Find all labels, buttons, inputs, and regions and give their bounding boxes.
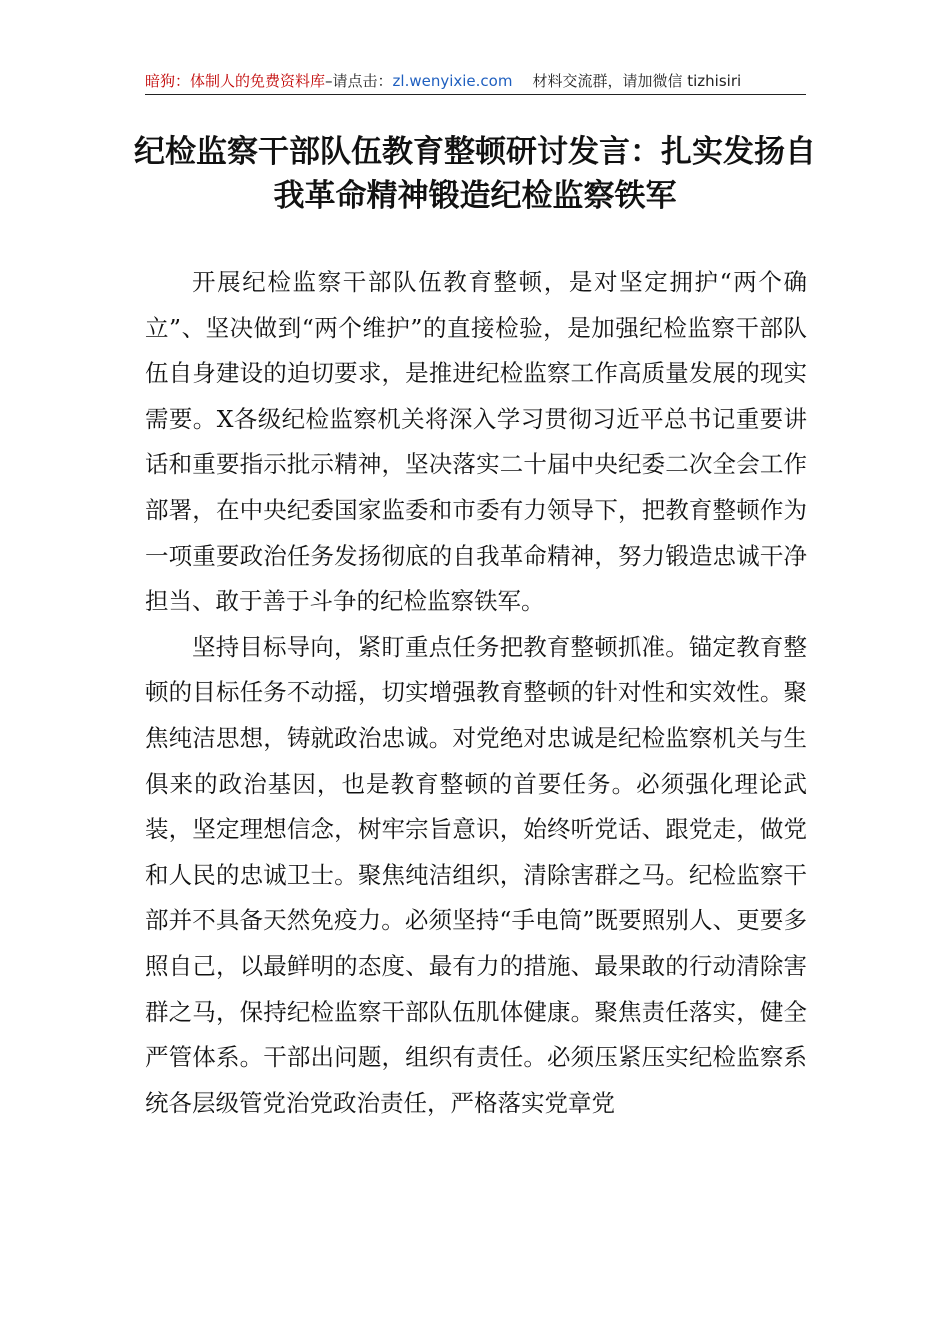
header-link-prefix: –请点击： xyxy=(325,72,393,90)
header-contact: 材料交流群，请加微信 tizhisiri xyxy=(532,72,742,90)
header-brand: 暗狗：体制人的免费资料库 xyxy=(145,72,326,90)
paragraph: 开展纪检监察干部队伍教育整顿，是对坚定拥护“两个确立”、坚决做到“两个维护”的直接检验，是加强纪检监察干部队伍自身建设的迫切要求，是推进纪检监察工作高质量发展的现实需要。X各级纪检监察机关将深入学习贯彻习近平总书记重要讲话和重要指示批示精神，坚决落实二十届中央纪委二次全会工作部署，在中央纪委国家监委和市委有力领导下，把教育整顿作为一项重要政治任务发扬彻底的自我革命精神，努力锻造忠诚干净担当、敢于善于斗争的纪检监察铁军。 xyxy=(145,268,807,616)
page-header xyxy=(145,68,806,95)
header-link[interactable]: zl.wenyixie.com xyxy=(392,72,513,90)
document-title: 纪检监察干部队伍教育整顿研讨发言：扎实发扬自我革命精神锻造纪检监察铁军 xyxy=(134,134,816,214)
document-body xyxy=(145,260,807,1126)
paragraph: 坚持目标导向，紧盯重点任务把教育整顿抓准。锚定教育整顿的目标任务不动摇，切实增强教育整顿的针对性和实效性。聚焦纯洁思想，铸就政治忠诚。对党绝对忠诚是纪检监察机关与生俱来的政治基因，也是教育整顿的首要任务。必须强化理论武装，坚定理想信念，树牢宗旨意识，始终听党话、跟党走，做党和人民的忠诚卫士。聚焦纯洁组织，清除害群之马。纪检监察干部并不具备天然免疫力。必须坚持“手电筒”既要照别人、更要多照自己，以最鲜明的态度、最有力的措施、最果敢的行动清除害群之马，保持纪检监察干部队伍肌体健康。聚焦责任落实，健全严管体系。干部出问题，组织有责任。必须压紧压实纪检监察系统各层级管党治党政治责任，严格落实党章党 xyxy=(145,632,807,1117)
